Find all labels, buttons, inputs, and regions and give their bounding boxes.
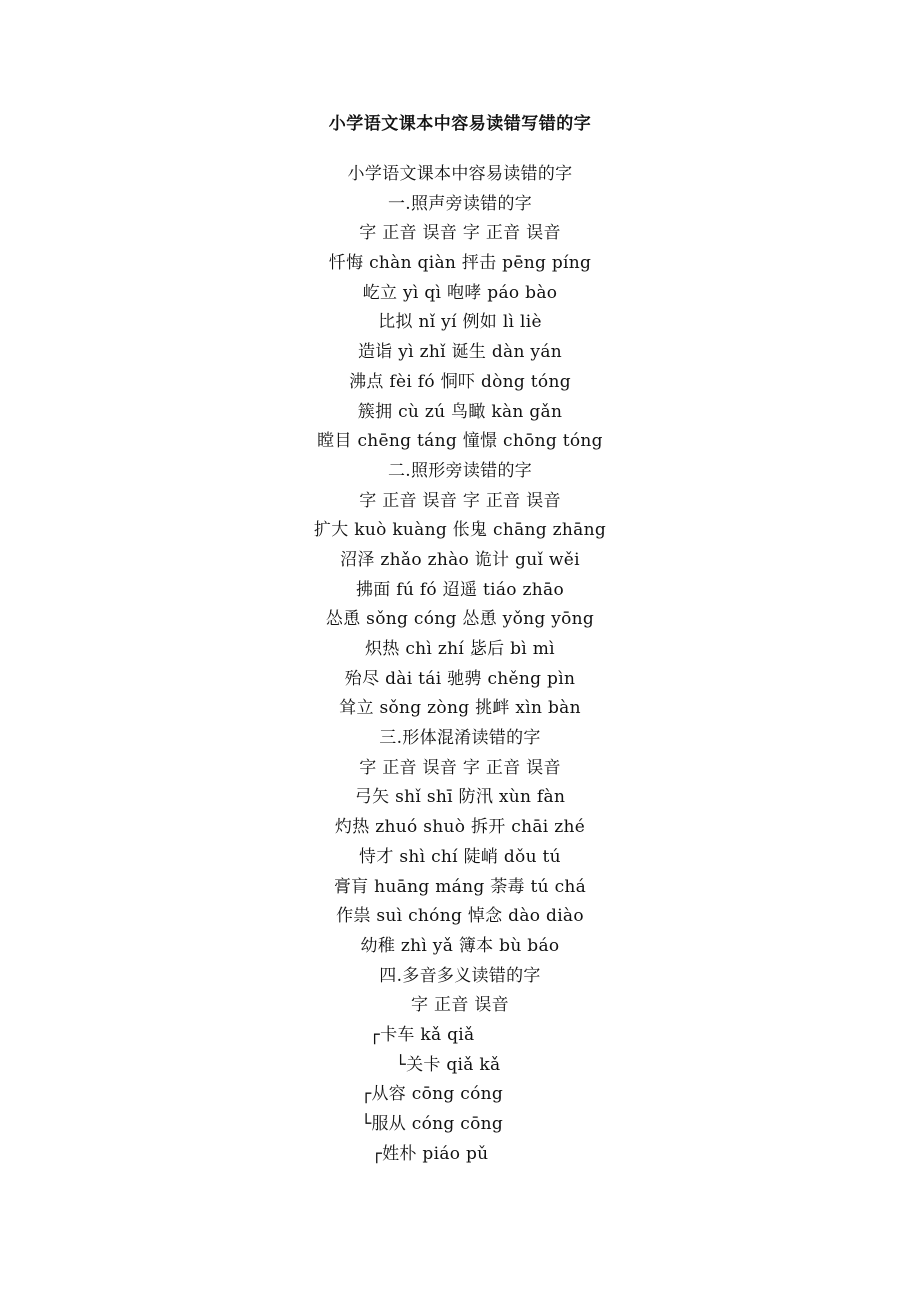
text-line: 字 正音 误音 字 正音 误音: [359, 757, 561, 778]
text-line: 耸立 sǒng zòng 挑衅 xìn bàn: [339, 698, 581, 719]
text-line: ┌从容 cōng cóng: [360, 1084, 504, 1105]
text-line: 字 正音 误音 字 正音 误音: [359, 223, 561, 244]
text-line: 怂恿 sǒng cóng 怂恿 yǒng yōng: [325, 609, 595, 630]
text-line: 扩大 kuò kuàng 伥鬼 chāng zhāng: [313, 520, 607, 541]
text-line: 簇拥 cù zú 鸟瞰 kàn gǎn: [357, 401, 563, 422]
text-line: 小学语文课本中容易读错的字: [347, 164, 573, 184]
document-title: 小学语文课本中容易读错写错的字: [328, 114, 592, 134]
text-line: └关卡 qiǎ kǎ: [395, 1054, 501, 1075]
document-body: [0, 160, 920, 1169]
text-line: 忏悔 chàn qiàn 抨击 pēng píng: [328, 253, 592, 274]
text-line: 一.照声旁读错的字: [387, 193, 533, 214]
text-line: 字 正音 误音: [411, 995, 509, 1016]
text-line: ┌卡车 kǎ qiǎ: [369, 1024, 475, 1045]
text-line: 三.形体混淆读错的字: [379, 728, 541, 749]
text-line: 字 正音 误音 字 正音 误音: [359, 490, 561, 511]
text-line: 恃才 shì chí 陡峭 dǒu tú: [359, 846, 561, 867]
text-line: 拂面 fú fó 迢遥 tiáo zhāo: [355, 579, 564, 600]
text-line: 膏肓 huāng máng 荼毒 tú chá: [333, 876, 587, 897]
text-line: 殆尽 dài tái 驰骋 chěng pìn: [344, 668, 576, 689]
text-line: 作祟 suì chóng 悼念 dào diào: [336, 906, 584, 927]
text-line: 瞠目 chēng táng 憧憬 chōng tóng: [317, 431, 603, 452]
text-line: 二.照形旁读错的字: [387, 460, 533, 481]
text-line: 灼热 zhuó shuò 拆开 chāi zhé: [334, 817, 586, 838]
text-line: 炽热 chì zhí 毖后 bì mì: [365, 639, 555, 659]
text-line: 四.多音多义读错的字: [379, 965, 541, 986]
text-line: └服从 cóng cōng: [360, 1114, 504, 1134]
text-line: 幼稚 zhì yǎ 簿本 bù báo: [360, 935, 560, 956]
text-line: 比拟 nǐ yí 例如 lì liè: [378, 312, 542, 333]
text-line: 屹立 yì qì 咆哮 páo bào: [362, 282, 558, 303]
text-line: 弓矢 shǐ shī 防汛 xùn fàn: [354, 787, 566, 808]
text-line: 造诣 yì zhǐ 诞生 dàn yán: [357, 342, 563, 363]
text-line: 沸点 fèi fó 恫吓 dòng tóng: [349, 371, 571, 392]
text-line: 沼泽 zhǎo zhào 诡计 guǐ wěi: [340, 549, 580, 570]
text-line: ┌姓朴 piáo pǔ: [371, 1143, 489, 1164]
